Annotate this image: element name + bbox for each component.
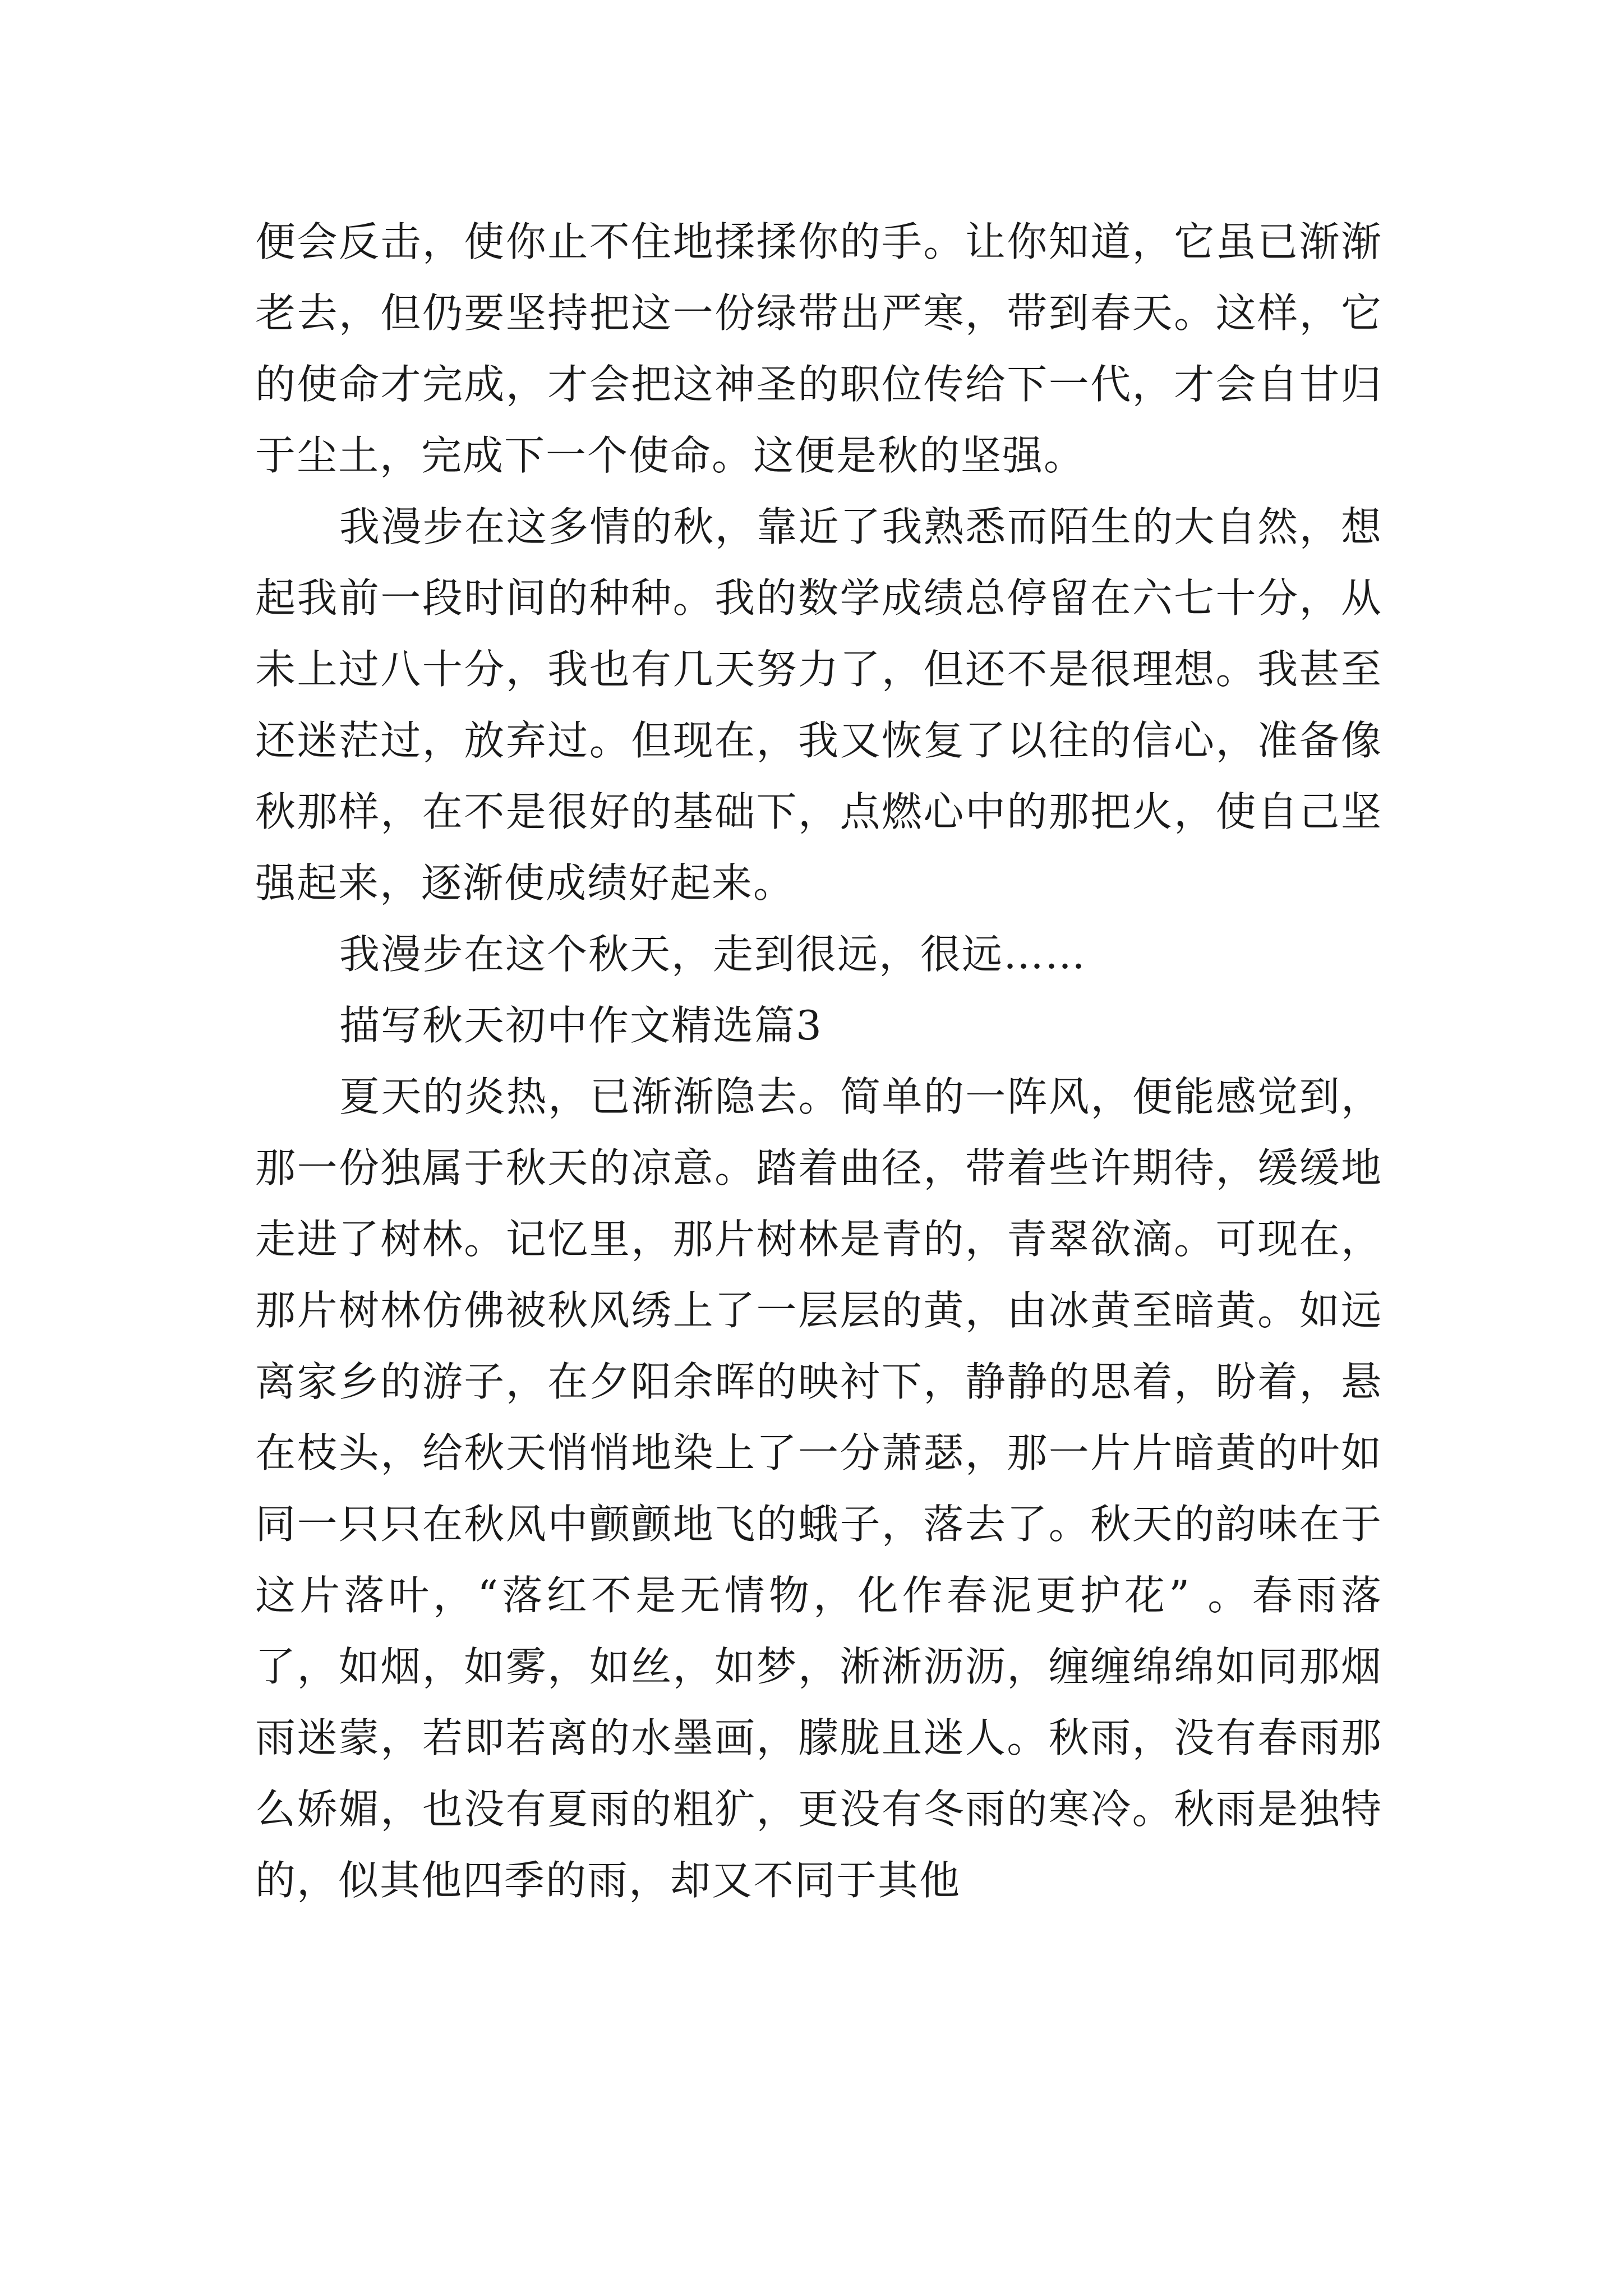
section-heading: 描写秋天初中作文精选篇3 [339, 1002, 823, 1049]
paragraph-4: 夏天的炎热，已渐渐隐去。简单的一阵风，便能感觉到，那一份独属于秋天的凉意。踏着曲径，带着些许期待，缓缓地走进了树林。记忆里，那片树林是青的，青翠欲滴。可现在，那片树林仿佛被秋风绣上了一层层的黄，由冰黄至暗黄。如远离家乡的游子，在夕阳余晖的映衬下，静静的思着，盼着，悬在枝头，给秋天悄悄地染上了一分萧瑟，那一片片暗黄的叶如同一只只在秋风中颤颤地飞的蛾子，落去了。秋天的韵味在于这片落叶，“落红不是无情物，化作春泥更护花” 。春雨落了，如烟，如雾，如丝，如梦，淅淅沥沥，缠缠绵绵如同那烟雨迷蒙，若即若离的水墨画，朦胧且迷人。秋雨，没有春雨那么娇媚，也没有夏雨的粗犷，更没有冬雨的寒冷。秋雨是独特的，似其他四季的雨，却又不同于其他 [255, 1073, 1382, 1904]
paragraph-1: 便会反击，使你止不住地揉揉你的手。让你知道，它虽已渐渐老去，但仍要坚持把这一份绿带出严寒，带到春天。这样，它的使命才完成，才会把这神圣的职位传给下一代，才会自甘归于尘土，完成下一个使命。这便是秋的坚强。 [255, 218, 1382, 479]
document-body [255, 206, 1382, 1916]
paragraph-2: 我漫步在这多情的秋，靠近了我熟悉而陌生的大自然，想起我前一段时间的种种。我的数学成绩总停留在六七十分，从未上过八十分，我也有几天努力了，但还不是很理想。我甚至还迷茫过，放弃过。但现在，我又恢复了以往的信心，准备像秋那样，在不是很好的基础下，点燃心中的那把火，使自己坚强起来，逐渐使成绩好起来。 [255, 503, 1382, 907]
paragraph-3: 我漫步在这个秋天，走到很远，很远…… [339, 931, 1087, 978]
